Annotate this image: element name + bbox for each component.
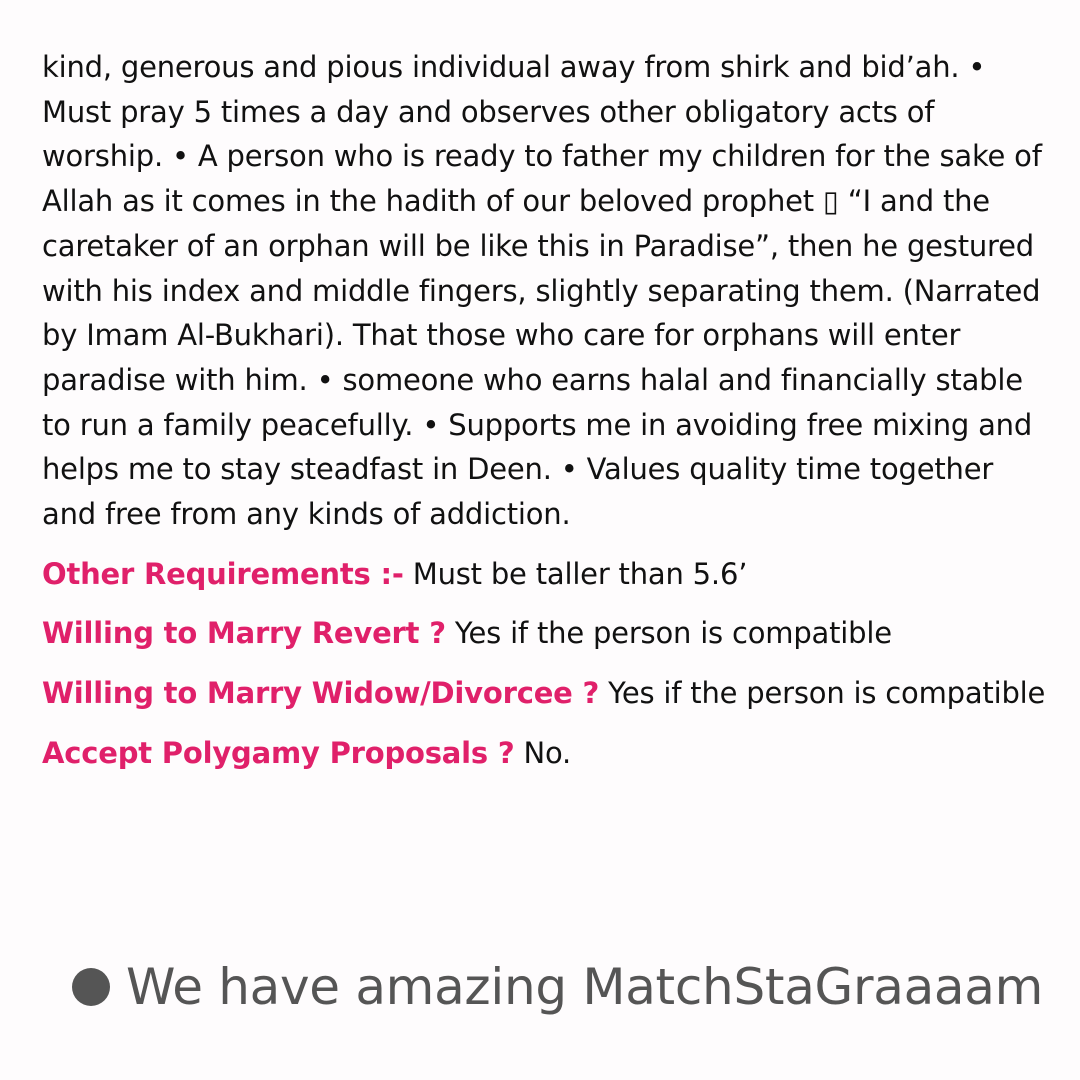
polygamy-value: No.: [514, 735, 572, 770]
revert-label: Willing to Marry Revert ?: [42, 616, 446, 651]
other-requirements-label: Other Requirements :-: [42, 556, 404, 591]
polygamy-label: Accept Polygamy Proposals ?: [42, 735, 515, 770]
other-requirements-value: Must be taller than 5.6’: [403, 556, 748, 591]
bullet-dot-icon: [72, 968, 110, 1006]
other-requirements-field: [42, 552, 1052, 597]
profile-content: [42, 45, 1052, 776]
widow-divorcee-field: [42, 671, 1052, 716]
polygamy-field: [42, 731, 1052, 776]
widow-divorcee-label: Willing to Marry Widow/Divorcee ?: [42, 676, 600, 711]
footer-banner: [72, 955, 1043, 1019]
widow-divorcee-value: Yes if the person is compatible: [599, 676, 1046, 711]
revert-value: Yes if the person is compatible: [445, 616, 892, 651]
description-paragraph: kind, generous and pious individual away from shirk and bid’ah. • Must pray 5 times a day and observes other obligatory acts of worship. • A person who is ready to father my children for the sake of Allah as it comes in the hadith of our beloved prophet ▯ “I and the caretaker of an orphan will be like this in Paradise”, then he gestured with his index and middle fingers, slightly separating them. (Narrated by Imam Al-Bukhari). That those who care for orphans will enter paradise with him. • someone who earns halal and financially stable to run a family peacefully. • Supports me in avoiding free mixing and helps me to stay steadfast in Deen. • Values quality time together and free from any kinds of addiction.: [42, 50, 1042, 532]
revert-field: [42, 611, 1052, 656]
footer-text: We have amazing MatchStaGraaaam: [126, 958, 1043, 1016]
